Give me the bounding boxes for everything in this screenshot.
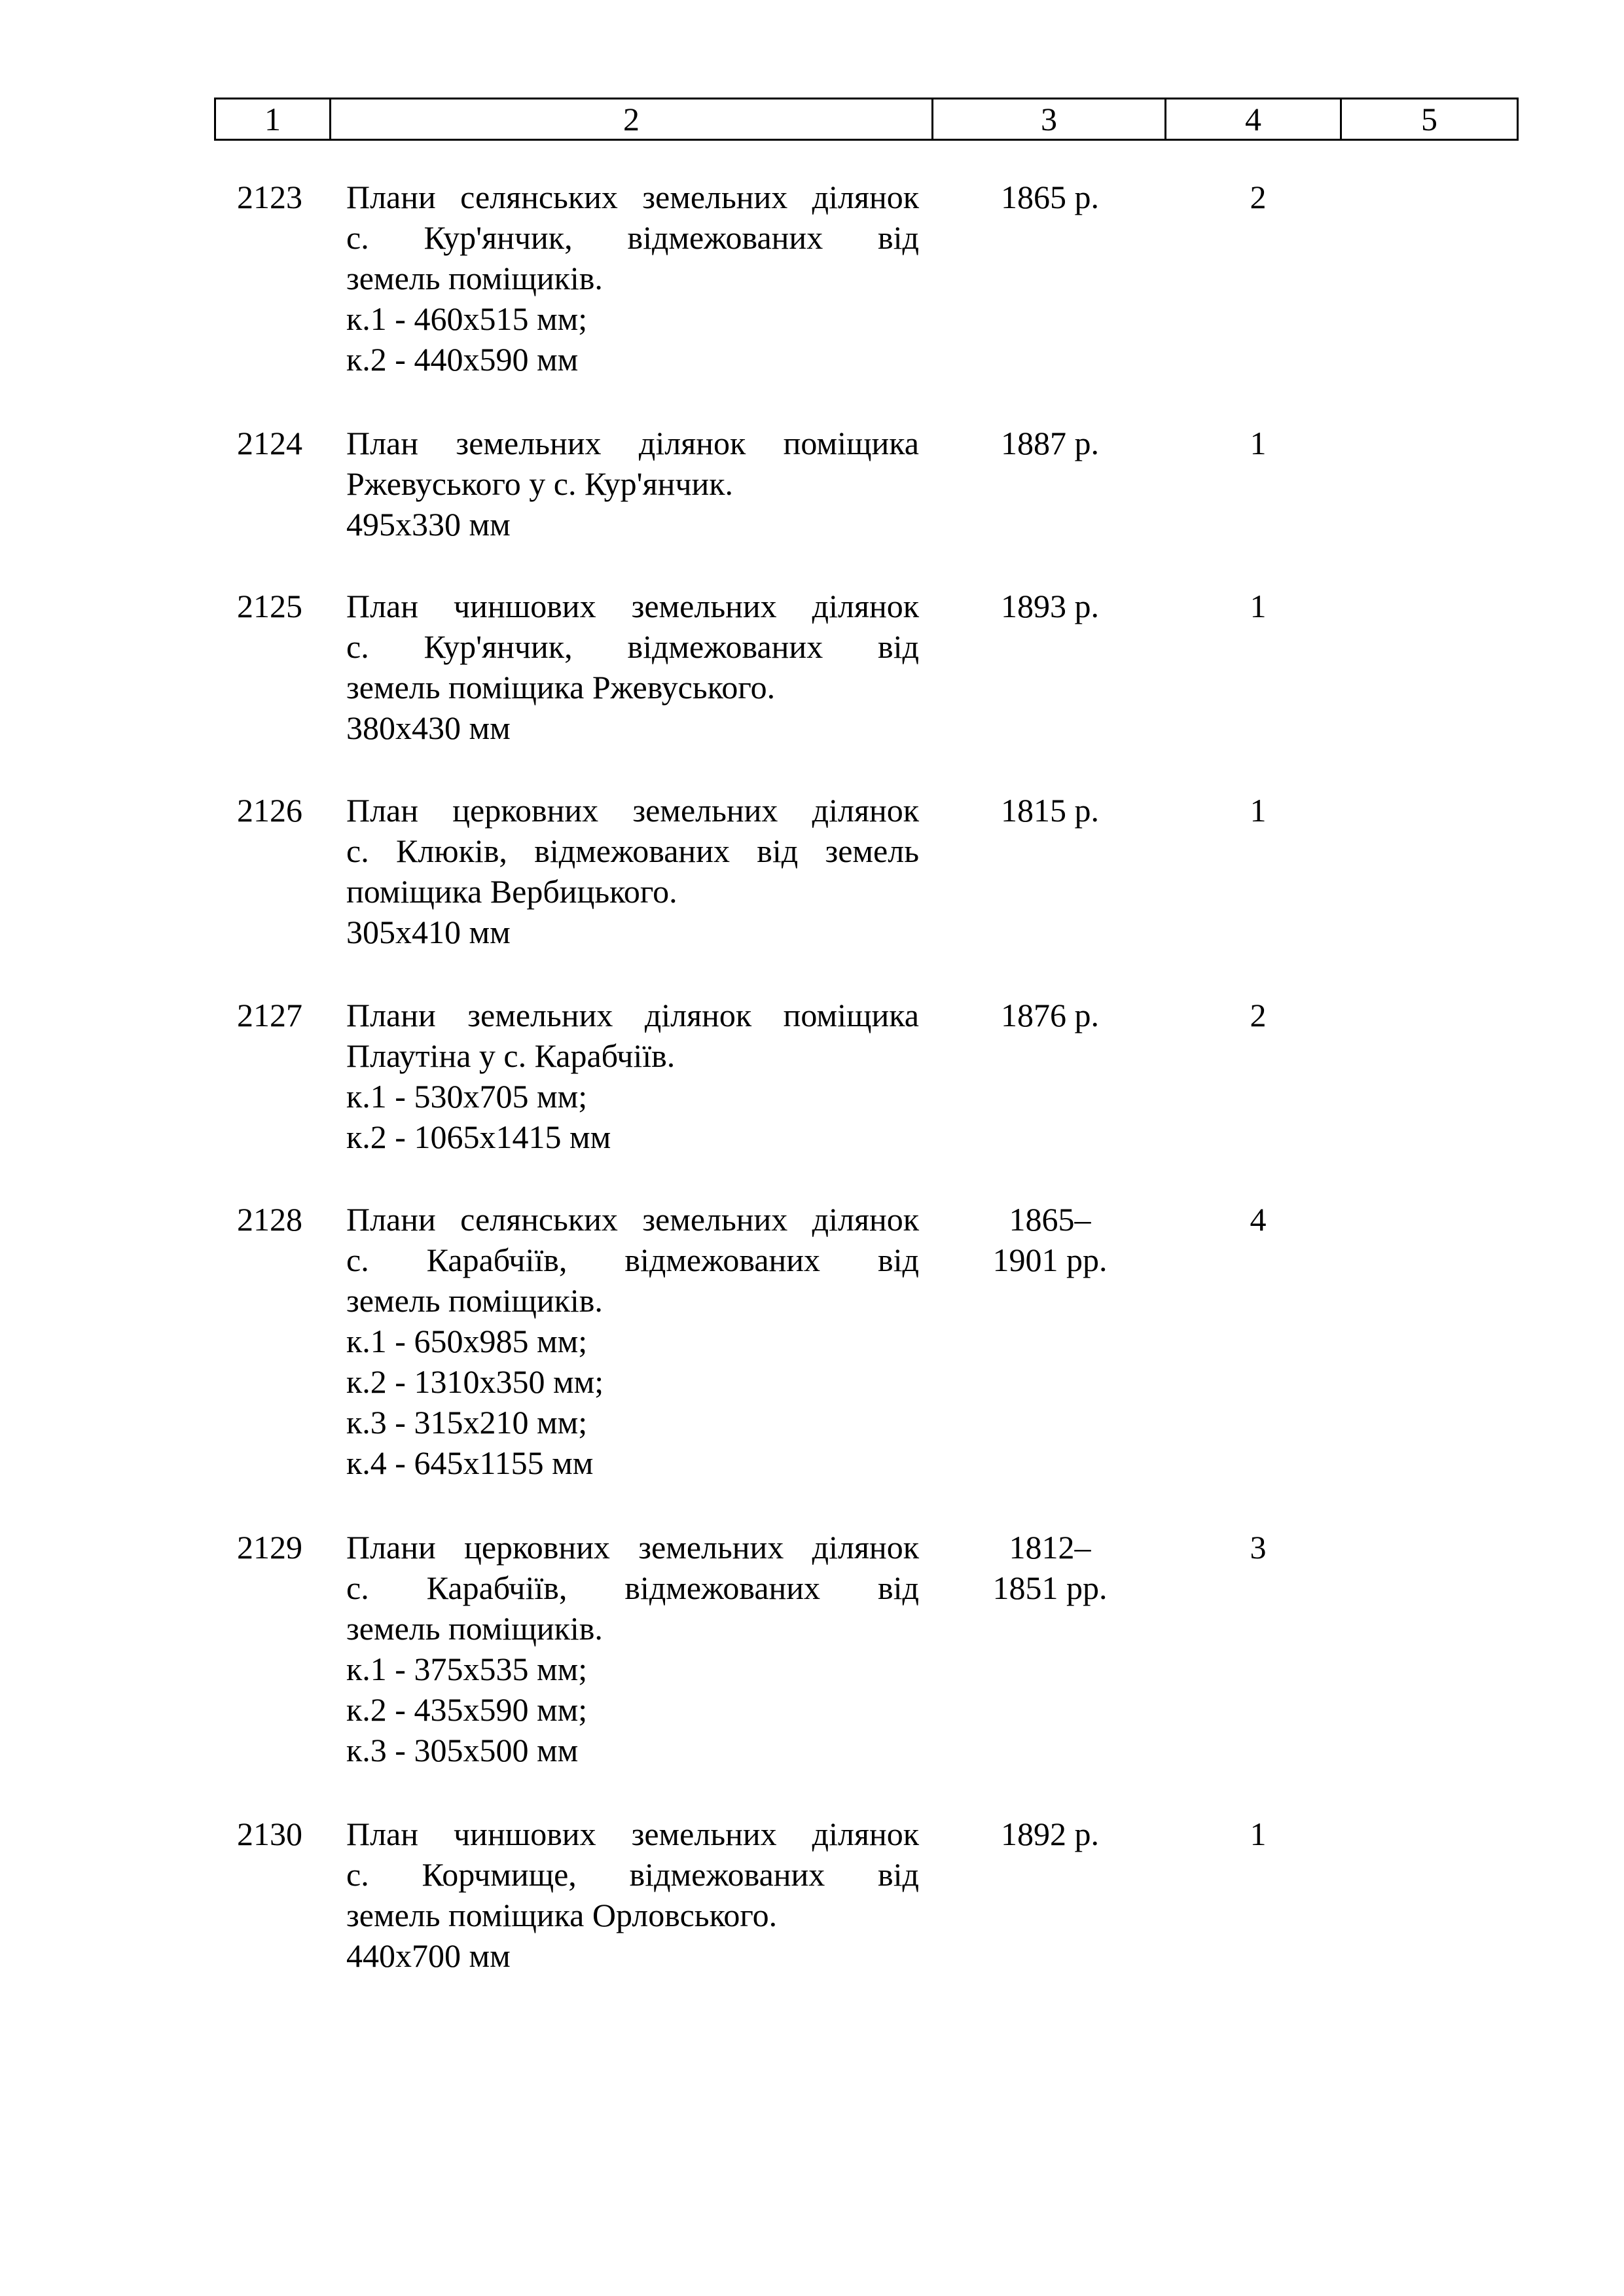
date-line: 1865 р. — [1001, 179, 1099, 215]
column-header-row — [215, 99, 1518, 140]
date-line: 1812– — [1009, 1529, 1091, 1566]
column-header-1: 1 — [215, 99, 331, 140]
description-line: Ржевуського у с. Кур'янчик. — [346, 465, 734, 502]
description-line: к.3 - 315х210 мм; — [346, 1404, 588, 1441]
description-line: Плани селянських земельних ділянок — [346, 1201, 919, 1238]
entry-sheet-count: 4 — [1250, 1201, 1267, 1238]
description-line: План церковних земельних ділянок — [346, 792, 919, 829]
description-line: 440х700 мм — [346, 1937, 511, 1974]
entry-description — [346, 1527, 919, 1770]
description-line: земель поміщиків. — [346, 260, 603, 296]
description-line: к.3 - 305х500 мм — [346, 1732, 579, 1768]
entry-date — [932, 1527, 1168, 1608]
entry-sheet-count: 2 — [1250, 997, 1267, 1033]
entry-number: 2123 — [237, 179, 302, 215]
description-line: земель поміщика Орловського. — [346, 1897, 778, 1933]
column-header-4: 4 — [1166, 99, 1341, 140]
description-line: 495х330 мм — [346, 506, 511, 543]
entry-number: 2126 — [237, 792, 302, 829]
entry-sheet-count: 1 — [1250, 1816, 1267, 1852]
description-line: к.2 - 440х590 мм — [346, 341, 579, 378]
column-header-3: 3 — [933, 99, 1166, 140]
description-line: с. Корчмище, відмежованих від — [346, 1856, 919, 1893]
description-line: Плаутіна у с. Карабчіїв. — [346, 1037, 676, 1074]
description-line: с. Клюків, відмежованих від земель — [346, 833, 919, 869]
date-line: 1851 рр. — [992, 1570, 1108, 1606]
description-line: Плани селянських земельних ділянок — [346, 179, 919, 215]
description-line: 380х430 мм — [346, 709, 511, 746]
description-line: с. Карабчіїв, відмежованих від — [346, 1242, 919, 1278]
description-line: План земельних ділянок поміщика — [346, 425, 919, 461]
column-header-5: 5 — [1341, 99, 1518, 140]
entry-sheet-count: 3 — [1250, 1529, 1267, 1566]
entry-number: 2129 — [237, 1529, 302, 1566]
date-line: 1865– — [1009, 1201, 1091, 1238]
description-line: к.4 - 645х1155 мм — [346, 1444, 594, 1481]
entry-sheet-count: 2 — [1250, 179, 1267, 215]
entry-number: 2128 — [237, 1201, 302, 1238]
entry-date — [932, 995, 1168, 1035]
description-line: к.2 - 1310х350 мм; — [346, 1363, 604, 1400]
entry-number: 2124 — [237, 425, 302, 461]
entry-description — [346, 995, 919, 1157]
entry-sheet-count: 1 — [1250, 792, 1267, 829]
entry-sheet-count: 1 — [1250, 588, 1267, 624]
entry-date — [932, 177, 1168, 217]
description-line: 305х410 мм — [346, 914, 511, 950]
description-line: земель поміщика Ржевуського. — [346, 669, 776, 706]
entry-description — [346, 1814, 919, 1976]
description-line: поміщика Вербицького. — [346, 873, 677, 910]
description-line: к.1 - 460х515 мм; — [346, 300, 588, 337]
entry-date — [932, 586, 1168, 626]
entry-date — [932, 1814, 1168, 1854]
entry-description — [346, 177, 919, 380]
entry-date — [932, 790, 1168, 831]
description-line: к.2 - 435х590 мм; — [346, 1691, 588, 1728]
entry-date — [932, 423, 1168, 463]
entry-description — [346, 790, 919, 952]
description-line: Плани церковних земельних ділянок — [346, 1529, 919, 1566]
date-line: 1876 р. — [1001, 997, 1099, 1033]
entry-number: 2127 — [237, 997, 302, 1033]
date-line: 1893 р. — [1001, 588, 1099, 624]
entry-date — [932, 1199, 1168, 1280]
description-line: к.2 - 1065х1415 мм — [346, 1119, 611, 1155]
description-line: к.1 - 375х535 мм; — [346, 1651, 588, 1687]
column-header-table — [214, 98, 1519, 141]
description-line: План чиншових земельних ділянок — [346, 588, 919, 624]
date-line: 1892 р. — [1001, 1816, 1099, 1852]
column-header-2: 2 — [331, 99, 933, 140]
entry-number: 2125 — [237, 588, 302, 624]
description-line: План чиншових земельних ділянок — [346, 1816, 919, 1852]
entry-number: 2130 — [237, 1816, 302, 1852]
date-line: 1901 рр. — [992, 1242, 1108, 1278]
description-line: к.1 - 530х705 мм; — [346, 1078, 588, 1115]
entry-description — [346, 1199, 919, 1483]
description-line: к.1 - 650х985 мм; — [346, 1323, 588, 1359]
entry-description — [346, 586, 919, 748]
date-line: 1815 р. — [1001, 792, 1099, 829]
description-line: Плани земельних ділянок поміщика — [346, 997, 919, 1033]
date-line: 1887 р. — [1001, 425, 1099, 461]
description-line: с. Кур'янчик, відмежованих від — [346, 628, 919, 665]
description-line: с. Кур'янчик, відмежованих від — [346, 219, 919, 256]
entry-description — [346, 423, 919, 545]
entry-sheet-count: 1 — [1250, 425, 1267, 461]
description-line: земель поміщиків. — [346, 1610, 603, 1647]
description-line: с. Карабчіїв, відмежованих від — [346, 1570, 919, 1606]
description-line: земель поміщиків. — [346, 1282, 603, 1319]
